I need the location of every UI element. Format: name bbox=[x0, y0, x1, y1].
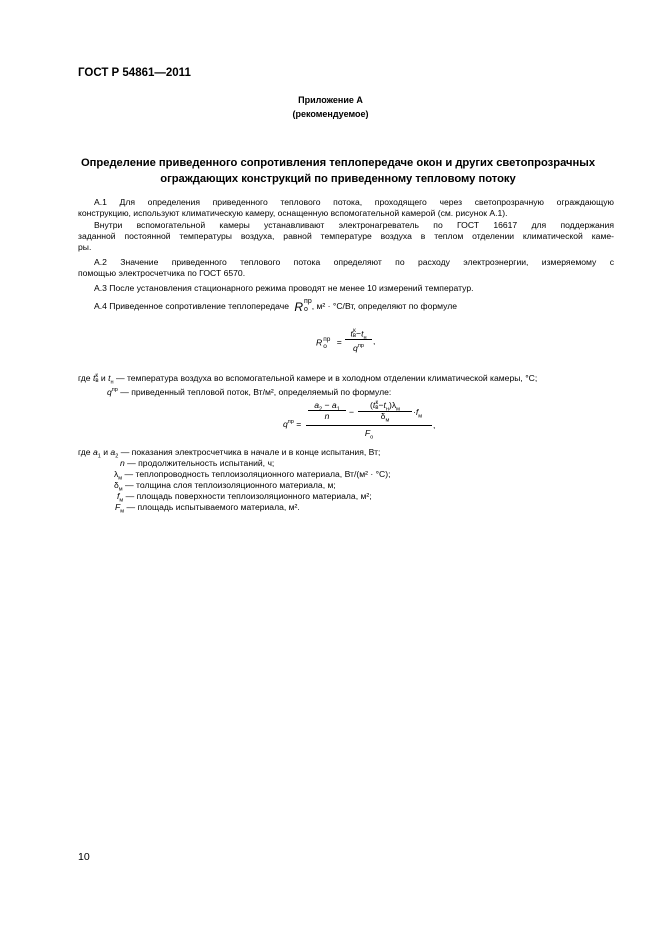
paragraph-a1-line-2: конструкцию, используют климатическую камеру, оснащенную вспомогательной камерой (см. рисунок А.1). bbox=[78, 208, 508, 218]
section-title bbox=[80, 155, 596, 187]
formula-q-minus: − bbox=[349, 407, 355, 417]
title-line-2: ограждающих конструкций по приведенному тепловому потоку bbox=[160, 173, 516, 185]
formula-q-n: n bbox=[324, 411, 330, 421]
formula-q-lhs: $q^{пр}$ = bbox=[283, 419, 302, 429]
a4-text-post: , м² · °С/Вт, определяют по формуле bbox=[311, 301, 458, 312]
paragraph-a3: А.3 После установления стационарного режима проводят не менее 10 измерений температур. bbox=[94, 283, 474, 293]
formula-q bbox=[283, 399, 436, 443]
formula-q-main-bar bbox=[306, 425, 432, 426]
paragraph-inner-line-3: ры. bbox=[78, 242, 92, 252]
paragraph-a1-line-1: А.1 Для определения приведенного теплового потока, проходящего через светопрозрачную ограждающую bbox=[94, 197, 614, 207]
page-number: 10 bbox=[78, 851, 90, 863]
paragraph-a2-line-2: помощью электросчетчика по ГОСТ 6570. bbox=[78, 268, 246, 278]
formula-q-comma: , bbox=[433, 420, 436, 430]
appendix-status: (рекомендуемое) bbox=[292, 109, 369, 119]
formula-q-delta: $\delta_м$ bbox=[380, 411, 390, 424]
formula-r-denominator: $q^{пр}$ bbox=[353, 343, 364, 353]
formula-q-f: $\cdot f_м$ bbox=[413, 407, 423, 420]
formula-r-numerator: t к в $-t_н$ bbox=[345, 329, 372, 340]
definition-f: $f_м$ — площадь поверхности теплоизоляционного материала, м²; bbox=[117, 491, 372, 504]
formula-r bbox=[316, 327, 386, 367]
definition-lambda: $\lambda_м$ — теплопроводность теплоизоляционного материала, Вт/(м² · °С); bbox=[114, 469, 391, 482]
paragraph-a2-line-1: А.2 Значение приведенного теплового потока определяют по расходу электроэнергии, измеряемому с bbox=[94, 257, 614, 267]
definition-a: где $a_1$ и $a_2$ — показания электросчетчика в начале и в конце испытания, Вт; bbox=[78, 447, 381, 460]
definition-F: $F_м$ — площадь испытываемого материала, м². bbox=[115, 502, 300, 515]
r-symbol: R пр о bbox=[294, 298, 312, 315]
definition-q: $q^{пр}$ — приведенный тепловой поток, Вт/м², определяемый по формуле: bbox=[107, 387, 392, 397]
formula-q-denominator: $F_о$ bbox=[364, 428, 374, 441]
formula-r-lhs: R пр о = bbox=[316, 336, 342, 350]
title-line-1: Определение приведенного сопротивления теплопередаче окон и других светопрозрачных bbox=[80, 157, 596, 169]
definition-t: где t к в и $t_н$ — температура воздуха во вспомогательной камере и в холодном отделении климатической камеры, °С; bbox=[78, 372, 538, 386]
formula-q-flux-num: (t к в $-t_н)\lambda_м$ bbox=[358, 400, 412, 412]
formula-q-a-diff: $a_2 - a_1$ bbox=[308, 401, 346, 411]
paragraph-inner-line-2: заданной постоянной температуры воздуха, равной температуре воздуха в теплом отделении климатической каме- bbox=[78, 231, 614, 241]
formula-r-comma: , bbox=[373, 336, 376, 346]
definition-delta: $\delta_м$ — толщина слоя теплоизоляционного материала, м; bbox=[114, 480, 336, 493]
appendix-label: Приложение А bbox=[298, 95, 363, 105]
paragraph-a4 bbox=[94, 298, 457, 314]
a4-text-pre: А.4 Приведенное сопротивление теплопередаче bbox=[94, 301, 289, 312]
paragraph-inner-line-1: Внутри вспомогательной камеры устанавливают электронагреватель по ГОСТ 16617 для поддержания bbox=[94, 220, 614, 230]
document-number: ГОСТ Р 54861—2011 bbox=[78, 67, 191, 79]
definition-n: n — продолжительность испытаний, ч; bbox=[120, 458, 275, 468]
